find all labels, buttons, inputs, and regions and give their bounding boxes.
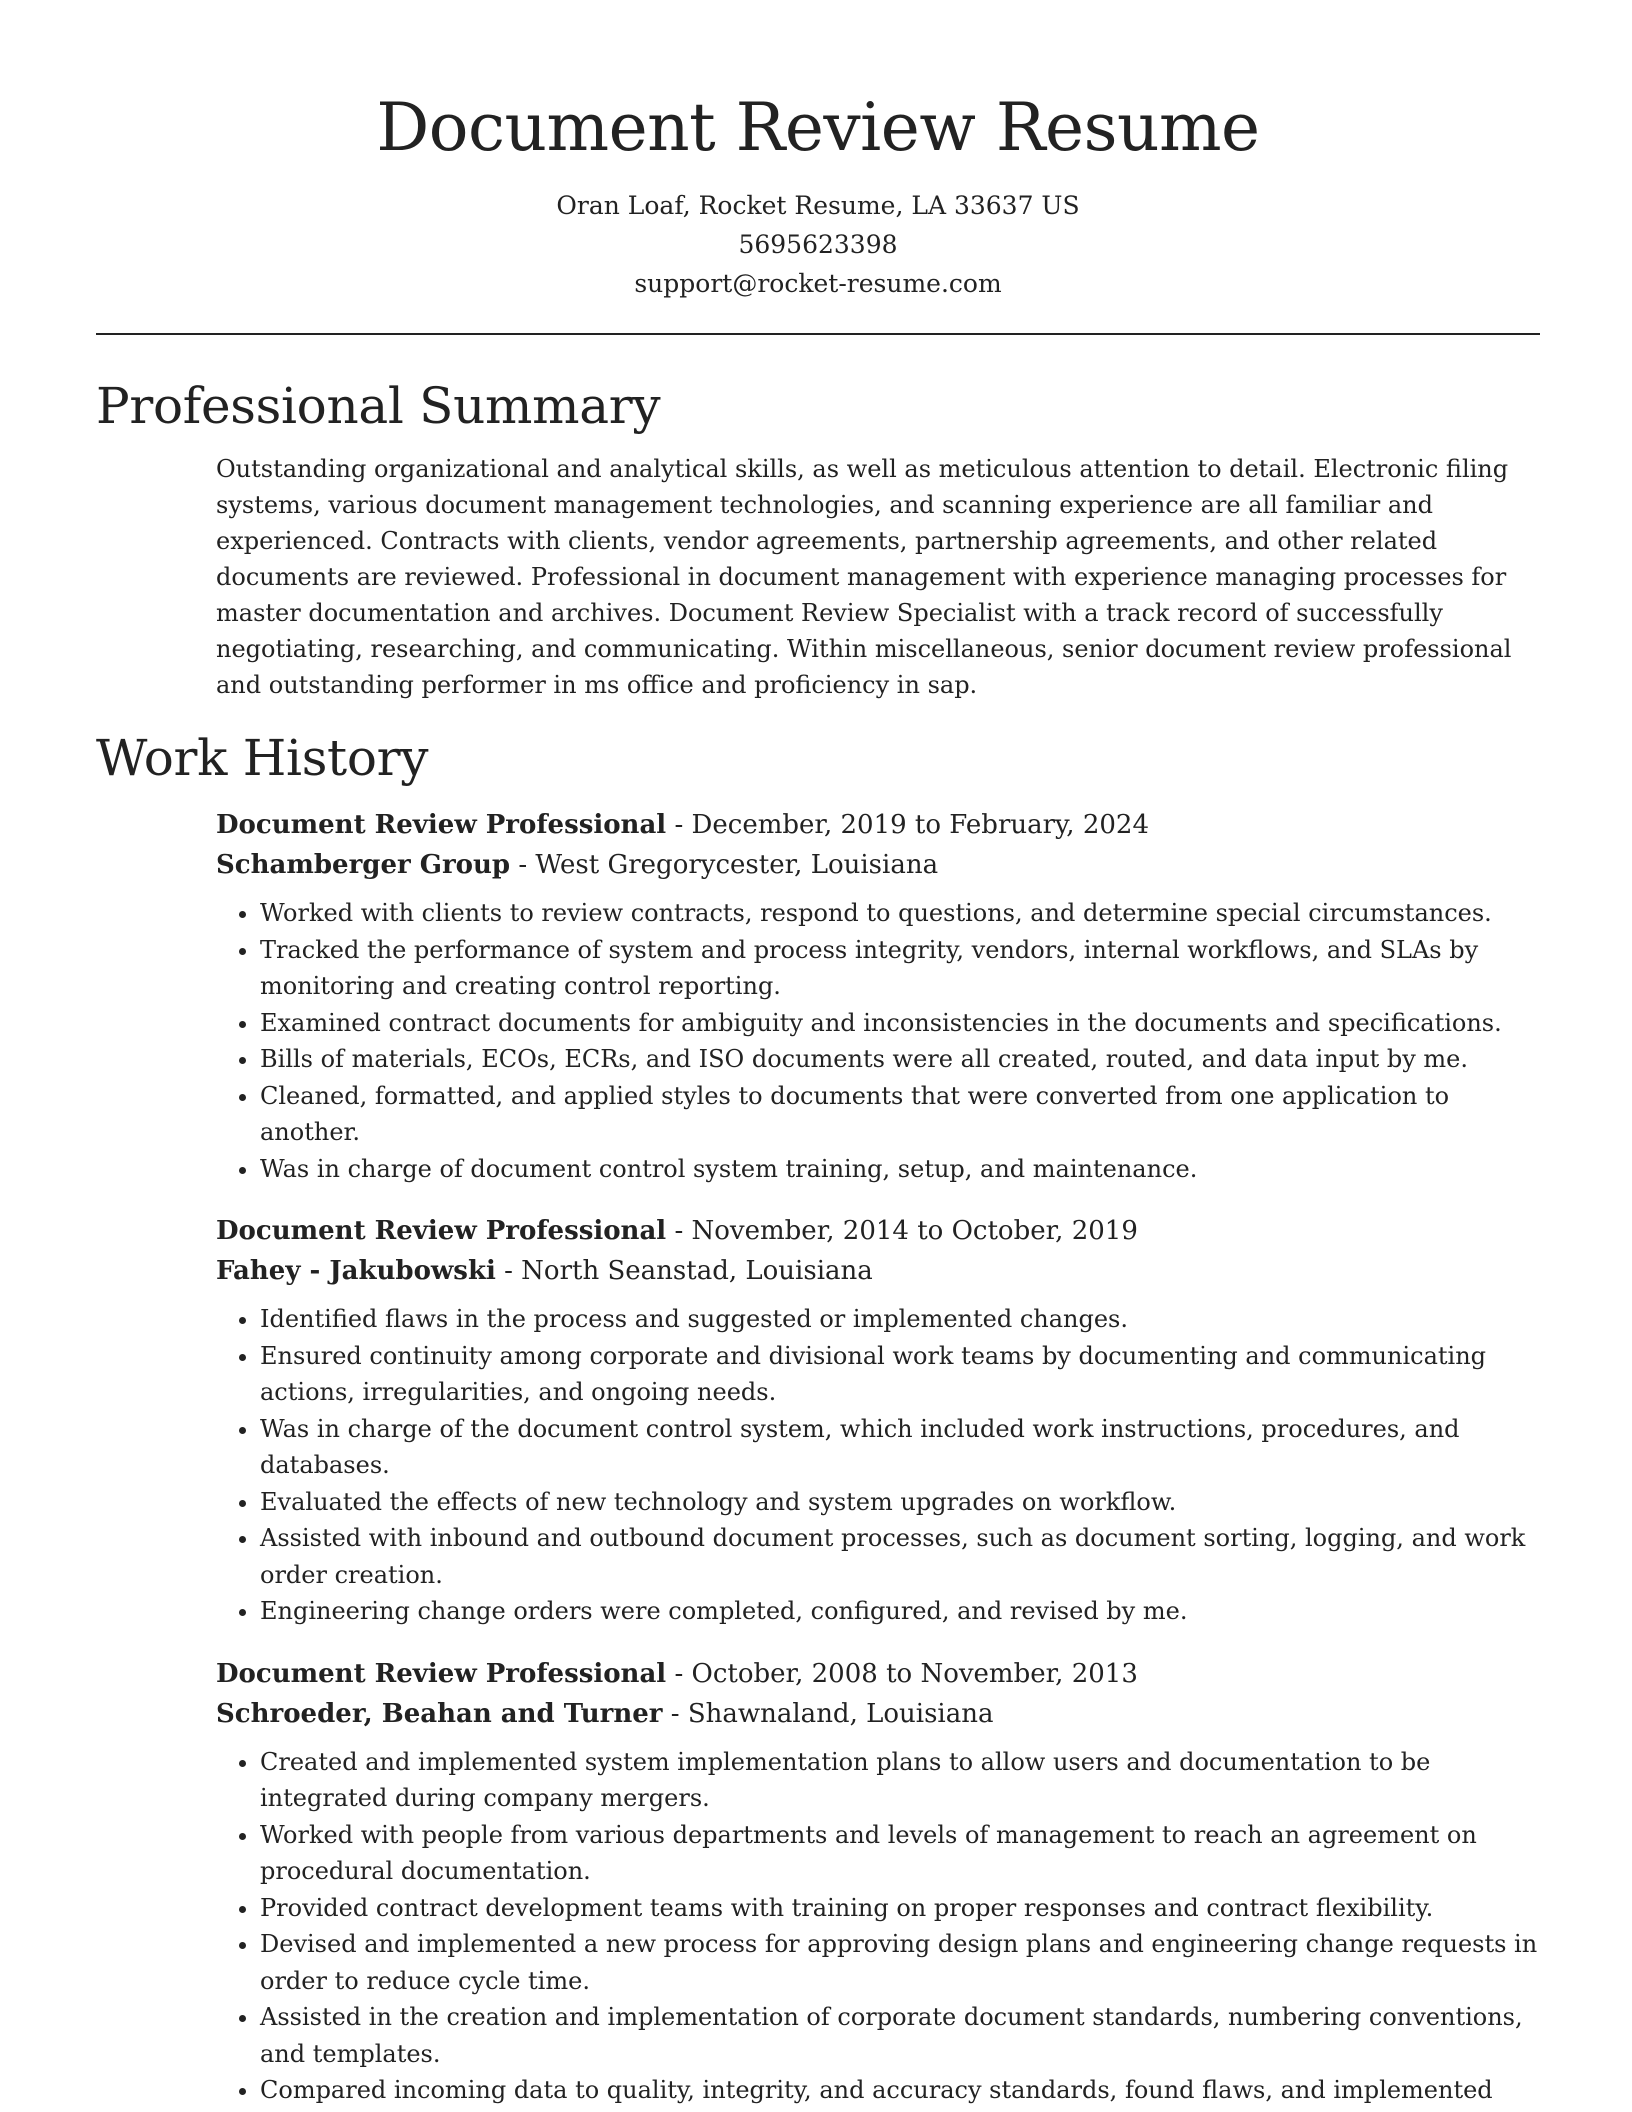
job-bullet: • Compared incoming data to quality, integrity, and accuracy standards, found flaws, and implemented bbox=[260, 2072, 1540, 2109]
job-bullet: • Assisted in the creation and implementation of corporate document standards, numbering conventions, and templates. bbox=[260, 1999, 1540, 2072]
job-company-line bbox=[216, 1694, 1540, 1734]
job-title-line bbox=[216, 805, 1540, 845]
job-title: Document Review Professional bbox=[216, 810, 667, 840]
job-bullet: • Tracked the performance of system and process integrity, vendors, internal workflows, and SLAs by monitoring and creating control reporting. bbox=[260, 932, 1540, 1005]
job-title: Document Review Professional bbox=[216, 1658, 667, 1689]
job-location: North Seanstad, Louisiana bbox=[521, 1256, 873, 1286]
job-bullets bbox=[216, 1744, 1540, 2109]
job-dates: November, 2014 to October, 2019 bbox=[691, 1216, 1138, 1246]
job-entry bbox=[216, 1211, 1540, 1630]
job-dates: October, 2008 to November, 2013 bbox=[691, 1658, 1138, 1689]
separator: - bbox=[666, 1216, 692, 1246]
job-bullet: • Ensured continuity among corporate and divisional work teams by documenting and communicating actions, irregularities, and ongoing needs. bbox=[260, 1338, 1540, 1411]
separator: - bbox=[662, 1698, 688, 1729]
job-bullets bbox=[216, 1301, 1540, 1630]
contact-phone: 5695623398 bbox=[738, 230, 898, 259]
contact-info bbox=[96, 186, 1540, 303]
work-history-heading: Work History bbox=[96, 729, 429, 787]
job-bullet: • Engineering change orders were completed, configured, and revised by me. bbox=[260, 1593, 1540, 1630]
page-title: Document Review Resume bbox=[376, 89, 1260, 166]
job-company-line bbox=[216, 845, 1540, 885]
resume-page bbox=[96, 0, 1540, 2109]
job-location: Shawnaland, Louisiana bbox=[687, 1698, 994, 1729]
job-bullet: • Cleaned, formatted, and applied styles to documents that were converted from one application to another. bbox=[260, 1078, 1540, 1151]
separator: - bbox=[666, 810, 692, 840]
job-company-line bbox=[216, 1251, 1540, 1291]
separator: - bbox=[495, 1256, 522, 1286]
job-bullet: • Worked with people from various departments and levels of management to reach an agreement on procedural documentation. bbox=[260, 1817, 1540, 1890]
job-bullet: • Was in charge of document control system training, setup, and maintenance. bbox=[260, 1151, 1540, 1188]
job-bullet: • Identified flaws in the process and suggested or implemented changes. bbox=[260, 1301, 1540, 1338]
job-bullet: • Devised and implemented a new process for approving design plans and engineering change requests in order to reduce cycle time. bbox=[260, 1926, 1540, 1999]
work-history-list bbox=[216, 805, 1540, 2109]
separator: - bbox=[666, 1658, 692, 1689]
job-title-line bbox=[216, 1211, 1540, 1251]
summary-heading: Professional Summary bbox=[96, 377, 661, 435]
job-entry bbox=[216, 805, 1540, 1187]
job-bullet: • Created and implemented system implementation plans to allow users and documentation to be integrated during company mergers. bbox=[260, 1744, 1540, 1817]
job-bullet: • Examined contract documents for ambiguity and inconsistencies in the documents and specifications. bbox=[260, 1005, 1540, 1042]
job-title-line bbox=[216, 1654, 1540, 1694]
job-bullets bbox=[216, 895, 1540, 1187]
job-location: West Gregorycester, Louisiana bbox=[535, 850, 939, 880]
contact-address: Oran Loaf, Rocket Resume, LA 33637 US bbox=[556, 191, 1080, 220]
contact-email: support@rocket-resume.com bbox=[634, 269, 1002, 298]
job-bullet: • Evaluated the effects of new technology and system upgrades on workflow. bbox=[260, 1484, 1540, 1521]
job-bullet: • Was in charge of the document control system, which included work instructions, procedures, and databases. bbox=[260, 1411, 1540, 1484]
job-company: Fahey - Jakubowski bbox=[216, 1256, 496, 1286]
job-bullet: • Worked with clients to review contracts, respond to questions, and determine special circumstances. bbox=[260, 895, 1540, 932]
job-bullet: • Provided contract development teams with training on proper responses and contract flexibility. bbox=[260, 1890, 1540, 1927]
job-company: Schroeder, Beahan and Turner bbox=[216, 1698, 663, 1729]
summary-text: Outstanding organizational and analytical skills, as well as meticulous attention to detail. Electronic filing systems, various document management technologies, and scanning experience are all familiar and experienced. Contracts with clients, vendor agreements, partnership agreements, and other related documents are reviewed. Professional in document management with experience managing processes for master documentation and archives. Document Review Specialist with a track record of successfully negotiating, researching, and communicating. Within miscellaneous, senior document review professional and outstanding performer in ms office and proficiency in sap. bbox=[216, 455, 1512, 699]
job-bullet: • Bills of materials, ECOs, ECRs, and ISO documents were all created, routed, and data input by me. bbox=[260, 1041, 1540, 1078]
job-entry bbox=[216, 1654, 1540, 2109]
job-company: Schamberger Group bbox=[216, 850, 511, 880]
job-dates: December, 2019 to February, 2024 bbox=[691, 810, 1149, 840]
header-divider bbox=[96, 333, 1540, 335]
job-title: Document Review Professional bbox=[216, 1216, 667, 1246]
separator: - bbox=[510, 850, 536, 880]
job-bullet: • Assisted with inbound and outbound document processes, such as document sorting, logging, and work order creation. bbox=[260, 1520, 1540, 1593]
